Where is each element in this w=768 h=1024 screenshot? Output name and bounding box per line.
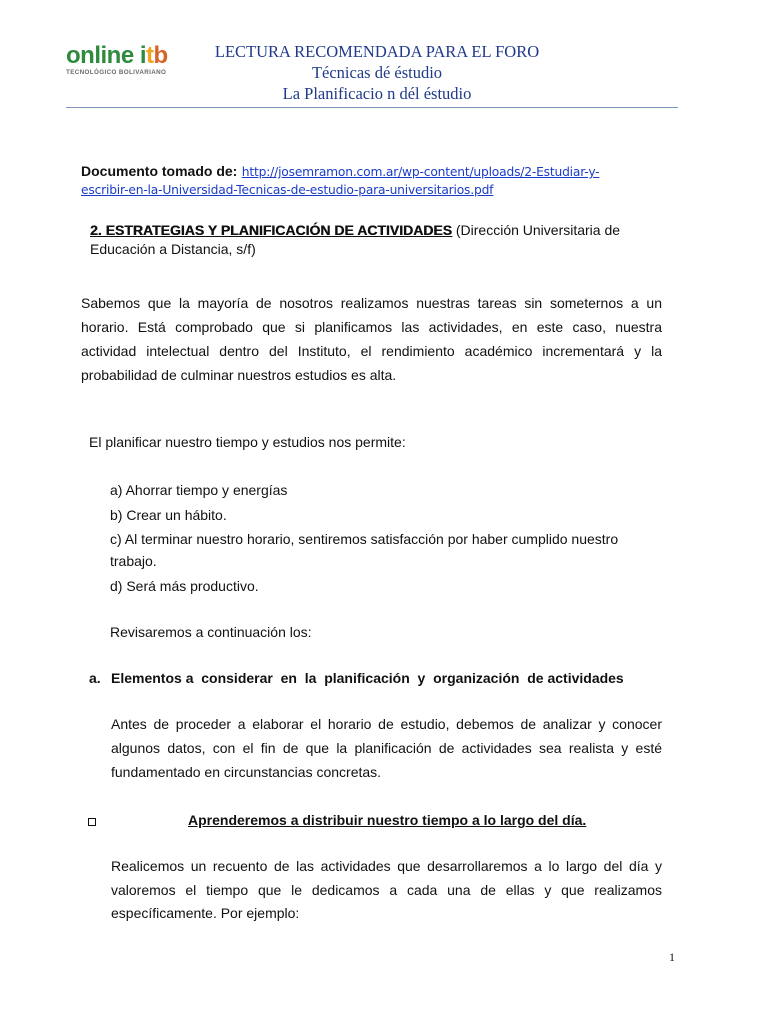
section-2-heading <box>90 220 650 240</box>
source-link[interactable]: http://josemramon.com.ar/wp-content/uploads/2-Estudiar-y- <box>241 165 600 179</box>
logo-letter-b: b <box>153 42 168 69</box>
intro-line-1: Sabemos que la mayoría de nosotros realizamos nuestras tareas sin someternos a un <box>81 295 662 311</box>
section-a-heading: Elementos a considerar en la planificación y organización de actividades <box>111 670 624 686</box>
logo-word: online <box>66 42 134 69</box>
logo-letter-i: i <box>139 42 147 69</box>
header-subtitle: Técnicas dé éstudio <box>311 63 443 82</box>
bullet-line-1: Realicemos un recuento de las actividades que desarrollaremos a lo largo del día y <box>111 858 662 874</box>
bullet-heading: Aprenderemos a distribuir nuestro tiempo a lo largo del día. <box>188 812 587 828</box>
section-2-ref-cont: Educación a Distancia, s/f) <box>90 241 256 257</box>
source-link-cont[interactable]: escribir-en-la-Universidad-Tecnicas-de-estudio-para-universitarios.pdf <box>81 183 494 197</box>
benefit-d: d) Será más productivo. <box>110 578 259 594</box>
header-title: LECTURA RECOMENDADA PARA EL FORO <box>214 42 540 61</box>
source-label: Documento tomado de: <box>81 163 238 179</box>
benefit-c: c) Al terminar nuestro horario, sentiremos satisfacción por haber cumplido nuestro <box>110 531 619 547</box>
bullet-square-icon <box>88 818 96 826</box>
section-a-marker: a. <box>89 670 101 686</box>
section-a-line-1: Antes de proceder a elaborar el horario de estudio, debemos de analizar y conocer <box>111 716 662 732</box>
intro-line-3: actividad intelectual dentro del Instituto, el rendimiento académico incrementará y la <box>81 343 662 359</box>
header-topic: La Planificacio n dél éstudio <box>282 84 472 103</box>
source-line-2 <box>81 181 493 199</box>
bullet-line-2: valoremos el tiempo que le dedicamos a cada una de ellas y que realizamos <box>111 882 662 898</box>
benefit-c-cont: trabajo. <box>110 553 157 569</box>
intro-line-4: probabilidad de culminar nuestros estudios es alta. <box>81 367 397 383</box>
logo-letter-t: t <box>146 42 154 69</box>
intro-line-2: horario. Está comprobado que si planificamos las actividades, en este caso, nuestra <box>81 319 662 335</box>
benefit-a: a) Ahorrar tiempo y energías <box>110 482 288 498</box>
bullet-line-3: específicamente. Por ejemplo: <box>111 905 300 921</box>
header-divider <box>66 107 678 108</box>
section-a-line-3: fundamentado en circunstancias concretas. <box>111 764 382 780</box>
benefits-lead: El planificar nuestro tiempo y estudios nos permite: <box>89 434 406 450</box>
section-2-title: 2. ESTRATEGIAS Y PLANIFICACIÓN DE ACTIVIDADES <box>90 222 452 238</box>
source-line-1 <box>81 163 599 181</box>
review-line: Revisaremos a continuación los: <box>110 624 312 640</box>
section-a-line-2: algunos datos, con el fin de que la planificación de actividades sea realista y esté <box>111 740 662 756</box>
logo-tagline: TECNOLÓGICO BOLIVARIANO <box>66 69 167 76</box>
benefit-b: b) Crear un hábito. <box>110 507 227 523</box>
section-2-ref: (Dirección Universitaria de <box>451 222 621 238</box>
page-number: 1 <box>669 950 675 964</box>
